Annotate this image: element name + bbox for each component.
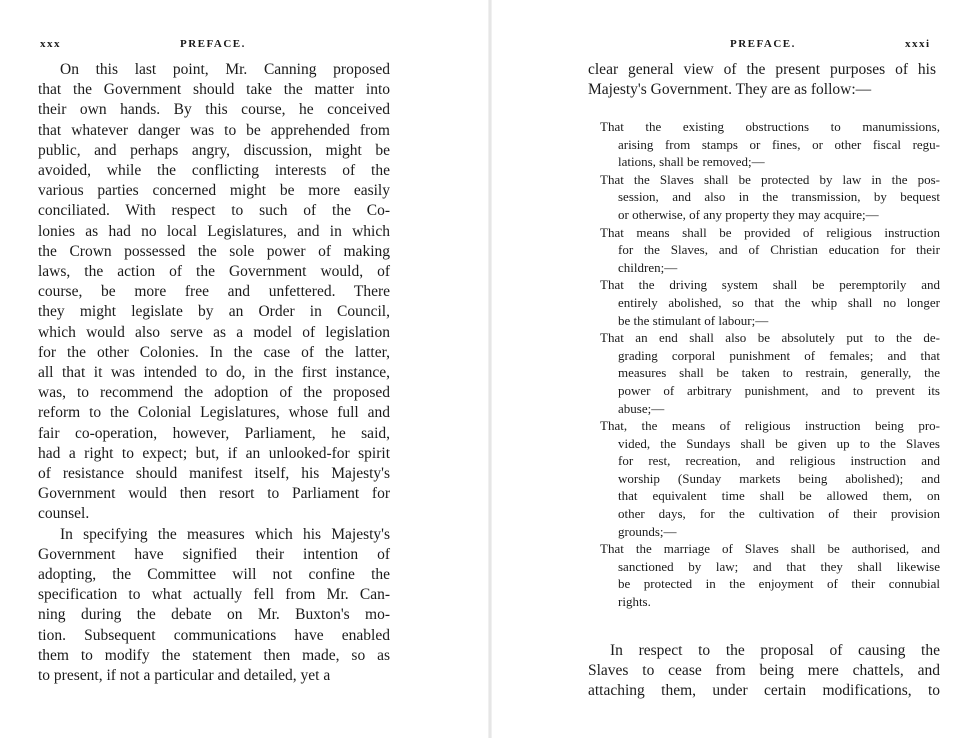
list-item-line: that equivalent time shall be allowed them, on bbox=[618, 488, 940, 504]
list-item-line: vided, the Sundays shall be given up to the Slaves bbox=[618, 435, 940, 451]
text-line: laws, the action of the Government would, of bbox=[38, 263, 390, 281]
list-item bbox=[588, 417, 940, 540]
list-item-line: power of arbitrary punishment, and to prevent its bbox=[618, 382, 940, 398]
text-line: tion. Subsequent communications have enabled bbox=[38, 626, 390, 644]
text-line: course, be more free and unfettered. There bbox=[38, 283, 390, 301]
text-line: which would also serve as a model of legislation bbox=[38, 323, 390, 341]
text-line: their own hands. By this course, he conceived bbox=[38, 101, 390, 119]
text-line: avoided, while the conflicting interests of the bbox=[38, 162, 390, 180]
text-line: for the other Colonies. In the case of the latter, bbox=[38, 343, 390, 361]
list-item-line: entirely abolished, so that the whip shall no longer bbox=[618, 294, 940, 310]
list-item-line: That means shall be provided of religious instruction bbox=[600, 224, 940, 240]
text-line: counsel. bbox=[38, 505, 90, 523]
provisions-list bbox=[588, 118, 940, 611]
list-item-line: measures shall be taken to restrain, generally, the bbox=[618, 365, 940, 381]
right-running-head: PREFACE. bbox=[730, 38, 796, 50]
text-line: various parties concerned might be more easily bbox=[38, 182, 390, 200]
list-item-line: or otherwise, of any property they may acquire;— bbox=[618, 206, 879, 222]
text-line: was, to recommend the adoption of the proposed bbox=[38, 384, 390, 402]
list-item-line: session, and also in the transmission, by bequest bbox=[618, 189, 940, 205]
list-item-line: grading corporal punishment of females; and that bbox=[618, 347, 940, 363]
list-item-line: worship (Sunday markets being abolished); and bbox=[618, 470, 940, 486]
list-item-line: for the Slaves, and of Christian education for their bbox=[618, 242, 940, 258]
right-page-number: xxxi bbox=[905, 38, 931, 50]
right-intro-text bbox=[588, 60, 936, 100]
left-page-number: xxx bbox=[40, 38, 61, 50]
text-line: that whatever danger was to be apprehended from bbox=[38, 121, 390, 139]
list-item-line: That the existing obstructions to manumissions, bbox=[600, 119, 940, 134]
list-item-line: That an end shall also be absolutely put to the de- bbox=[600, 330, 940, 346]
list-item-line: be protected in the enjoyment of their connubial bbox=[618, 576, 940, 592]
text-line: reform to the Colonial Legislatures, whose full and bbox=[38, 404, 390, 422]
text-line: the Crown possessed the sole power of making bbox=[38, 242, 390, 260]
list-item-line: abuse;— bbox=[618, 400, 665, 416]
text-line: conciliated. With respect to such of the Co- bbox=[38, 202, 390, 220]
list-item bbox=[588, 118, 940, 171]
text-line: fair co-operation, however, Parliament, he said, bbox=[38, 424, 390, 442]
list-item bbox=[588, 276, 940, 329]
text-line: On this last point, Mr. Canning proposed bbox=[60, 61, 390, 78]
text-line: In specifying the measures which his Majesty's bbox=[60, 525, 390, 543]
list-item-line: That the marriage of Slaves shall be authorised, and bbox=[600, 541, 940, 557]
left-running-head: PREFACE. bbox=[180, 38, 246, 50]
text-line: Majesty's Government. They are as follow:— bbox=[588, 81, 872, 99]
list-item-line: children;— bbox=[618, 259, 678, 275]
list-item-line: lations, shall be removed;— bbox=[618, 154, 765, 170]
text-line: to present, if not a particular and detailed, yet a bbox=[38, 667, 331, 685]
text-line: of resistance should manifest itself, his Majesty's bbox=[38, 465, 390, 483]
list-item-line: That, the means of religious instruction being pro- bbox=[600, 418, 940, 434]
text-line: specification to what actually fell from Mr. Can- bbox=[38, 586, 390, 604]
list-item-line: for rest, recreation, and religious instruction and bbox=[618, 453, 940, 469]
right-page bbox=[490, 0, 980, 738]
text-line: In respect to the proposal of causing the bbox=[610, 642, 940, 659]
text-line: had a right to expect; but, if an unlooked-for spirit bbox=[38, 444, 390, 462]
list-item-line: be the stimulant of labour;— bbox=[618, 312, 769, 328]
left-body-text bbox=[38, 60, 390, 686]
list-item-line: arising from stamps or fines, or other fiscal regu- bbox=[618, 136, 940, 152]
right-closing-text bbox=[588, 641, 940, 702]
text-line: them to modify the statement then made, so as bbox=[38, 646, 390, 664]
text-line: all that it was intended to do, in the first instance, bbox=[38, 364, 390, 382]
list-item-line: rights. bbox=[618, 594, 651, 610]
list-item-line: That the driving system shall be peremptorily and bbox=[600, 277, 940, 293]
text-line: Slaves to cease from being mere chattels, and bbox=[588, 662, 940, 680]
text-line: adopting, the Committee will not confine the bbox=[38, 566, 390, 584]
text-line: attaching them, under certain modifications, to bbox=[588, 682, 940, 700]
list-item bbox=[588, 171, 940, 224]
text-line: Government have signified their intention of bbox=[38, 545, 390, 563]
text-line: ning during the debate on Mr. Buxton's mo- bbox=[38, 606, 390, 624]
text-line: lonies as had no local Legislatures, and in which bbox=[38, 222, 390, 240]
text-line: Government would then resort to Parliament for bbox=[38, 485, 390, 503]
list-item bbox=[588, 224, 940, 277]
list-item-line: other days, for the cultivation of their provision bbox=[618, 506, 940, 522]
list-item-line: That the Slaves shall be protected by law in the pos- bbox=[600, 171, 940, 187]
text-line: public, and perhaps angry, discussion, might be bbox=[38, 141, 390, 159]
list-item-line: sanctioned by law; and that they shall likewise bbox=[618, 558, 940, 574]
text-line: they might legislate by an Order in Council, bbox=[38, 303, 390, 321]
list-item bbox=[588, 540, 940, 610]
text-line: that the Government should take the matter into bbox=[38, 81, 390, 99]
list-item-line: grounds;— bbox=[618, 523, 677, 539]
list-item bbox=[588, 329, 940, 417]
text-line: clear general view of the present purposes of his bbox=[588, 61, 936, 78]
